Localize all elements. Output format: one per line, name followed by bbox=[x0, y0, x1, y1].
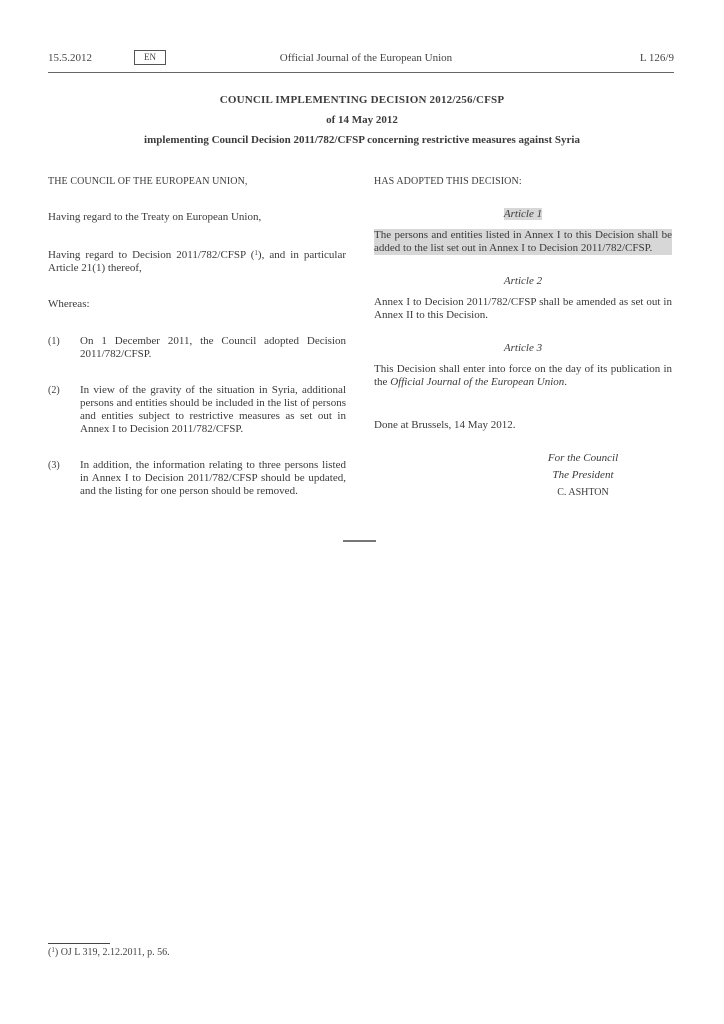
journal-name: Official Journal of the European Union bbox=[279, 52, 453, 64]
footnote-divider bbox=[48, 943, 110, 944]
language-badge: EN bbox=[134, 50, 166, 65]
whereas-label: Whereas: bbox=[48, 298, 90, 310]
recital-number: (2) bbox=[48, 385, 60, 396]
decision-subject: implementing Council Decision 2011/782/CFSP concerning restrictive measures against Syria bbox=[144, 134, 580, 146]
recital-text: In view of the gravity of the situation in Syria, additional persons and entities should be included in the list of persons and entities subject to restrictive measures as set out in Annex I to Decision 2011/782/CFSP. bbox=[80, 384, 346, 435]
footnote-ref[interactable]: 1 bbox=[254, 249, 258, 257]
recital-number: (3) bbox=[48, 460, 60, 471]
regard-treaty: Having regard to the Treaty on European Union, bbox=[48, 211, 262, 223]
done-at: Done at Brussels, 14 May 2012. bbox=[374, 419, 516, 431]
running-header bbox=[48, 52, 674, 68]
recital bbox=[48, 459, 346, 498]
end-of-act-rule bbox=[343, 540, 376, 542]
signature-for: For the Council bbox=[547, 452, 619, 464]
publication-date: 15.5.2012 bbox=[48, 52, 92, 64]
footnote-marker: 1 bbox=[51, 946, 55, 954]
page-reference: L 126/9 bbox=[639, 52, 674, 64]
recital-text: In addition, the information relating to three persons listed in Annex I to Decision 2011/782/CFSP should be updated, and the listing for one person should be removed. bbox=[80, 459, 346, 497]
document-title bbox=[0, 94, 724, 154]
article-2-title: Article 2 bbox=[503, 275, 543, 287]
footnote: ($^1$) OJ L 319, 2.12.2011, p. 56. bbox=[48, 946, 170, 958]
decision-title: COUNCIL IMPLEMENTING DECISION 2012/256/CFSP bbox=[219, 94, 505, 106]
article-2-text: Annex I to Decision 2011/782/CFSP shall be amended as set out in Annex II to this Decision. bbox=[374, 296, 672, 321]
article-1-title: Article 1 bbox=[503, 208, 543, 220]
enacting-column bbox=[374, 175, 672, 501]
signature-block bbox=[374, 450, 672, 501]
signatory-name: C. ASHTON bbox=[557, 487, 609, 498]
institution-line: THE COUNCIL OF THE EUROPEAN UNION, bbox=[48, 176, 248, 187]
regard-decision: Having regard to Decision 2011/782/CFSP ($^1$), and in particular Article 21(1) thereof, bbox=[48, 249, 346, 274]
header-divider bbox=[48, 72, 674, 73]
preamble-column bbox=[48, 175, 346, 498]
adopted-line: HAS ADOPTED THIS DECISION: bbox=[374, 176, 522, 187]
article-3-title: Article 3 bbox=[503, 342, 543, 354]
footnote-text: OJ L 319, 2.12.2011, p. 56. bbox=[58, 947, 170, 958]
recital bbox=[48, 335, 346, 361]
recital bbox=[48, 384, 346, 436]
article-3-text: This Decision shall enter into force on the day of its publication in the Official Journal of the European Union. bbox=[374, 363, 672, 388]
recital-number: (1) bbox=[48, 336, 60, 347]
article-1-text: The persons and entities listed in Annex I to this Decision shall be added to the list set out in Annex I to Decision 2011/782/CFSP. bbox=[374, 229, 672, 254]
signature-role: The President bbox=[552, 469, 614, 481]
decision-date: of 14 May 2012 bbox=[326, 114, 398, 126]
recital-text: On 1 December 2011, the Council adopted Decision 2011/782/CFSP. bbox=[80, 335, 346, 360]
